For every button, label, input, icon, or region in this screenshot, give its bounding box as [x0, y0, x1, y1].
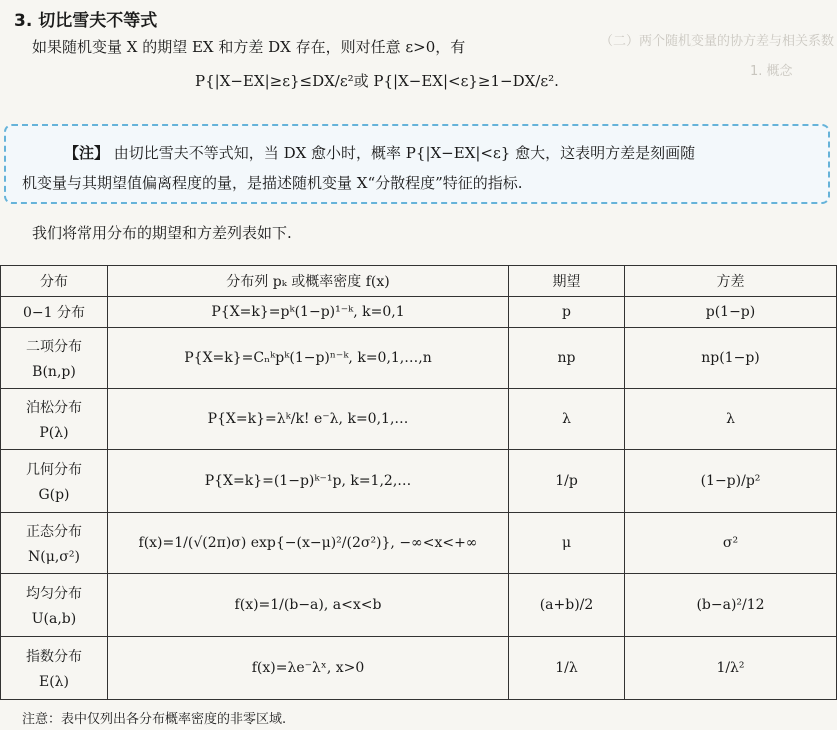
dist-name-cell	[1, 389, 108, 450]
dist-mean: (a+b)/2	[509, 574, 625, 637]
bleed-through-text: 1. 概念	[750, 64, 793, 79]
table-row	[1, 328, 837, 389]
dist-symbol: E(λ)	[38, 674, 70, 690]
table-row	[1, 513, 837, 574]
note-box	[4, 124, 830, 204]
dist-name-cell	[1, 328, 108, 389]
dist-variance: (1−p)/p²	[625, 450, 837, 513]
header-cell: 分布列 pₖ 或概率密度 f(x)	[108, 266, 509, 297]
dist-variance: σ²	[625, 513, 837, 574]
dist-name: 泊松分布	[26, 400, 82, 416]
table-row	[1, 297, 837, 328]
dist-symbol: B(n,p)	[32, 364, 76, 380]
table-header-row	[1, 266, 837, 297]
dist-variance: 1/λ²	[625, 637, 837, 700]
dist-name: 正态分布	[26, 524, 82, 540]
dist-name-cell	[1, 637, 108, 700]
dist-symbol: N(μ,σ²)	[28, 549, 80, 565]
dist-formula: P{X=k}=λᵏ/k! e⁻λ, k=0,1,…	[108, 389, 509, 450]
dist-formula: f(x)=1/(b−a), a<x<b	[108, 574, 509, 637]
dist-mean: μ	[509, 513, 625, 574]
table-row	[1, 450, 837, 513]
dist-mean: p	[509, 297, 625, 328]
table-row	[1, 637, 837, 700]
note-line-2: 机变量与其期望值偏离程度的量，是描述随机变量 X“分散程度”特征的指标.	[22, 174, 523, 192]
dist-name: 指数分布	[26, 649, 82, 665]
dist-variance: (b−a)²/12	[625, 574, 837, 637]
dist-name-cell	[1, 574, 108, 637]
chebyshev-formula: P{|X−EX|≥ε}≤DX/ε²或 P{|X−EX|<ε}≥1−DX/ε².	[195, 72, 559, 90]
dist-name: 二项分布	[26, 339, 82, 355]
dist-variance: np(1−p)	[625, 328, 837, 389]
header-cell: 方差	[625, 266, 837, 297]
dist-name-cell	[1, 450, 108, 513]
dist-formula: f(x)=λe⁻λˣ, x>0	[108, 637, 509, 700]
dist-name: 几何分布	[26, 462, 82, 478]
note-text-1: 由切比雪夫不等式知，当 DX 愈小时，概率 P{|X−EX|<ε} 愈大，这表明方差是刻画随	[113, 144, 696, 162]
dist-name: 均匀分布	[26, 586, 82, 602]
dist-variance: p(1−p)	[625, 297, 837, 328]
table-intro: 我们将常用分布的期望和方差列表如下.	[32, 224, 292, 242]
footnote: 注意：表中仅列出各分布概率密度的非零区域.	[22, 712, 287, 727]
dist-formula: P{X=k}=(1−p)ᵏ⁻¹p, k=1,2,…	[108, 450, 509, 513]
note-tag: 【注】	[64, 144, 110, 162]
table-row	[1, 389, 837, 450]
dist-mean: λ	[509, 389, 625, 450]
table-row	[1, 574, 837, 637]
dist-name-cell	[1, 513, 108, 574]
header-cell: 期望	[509, 266, 625, 297]
dist-symbol: G(p)	[38, 487, 70, 503]
dist-mean: 1/λ	[509, 637, 625, 700]
dist-formula: P{X=k}=pᵏ(1−p)¹⁻ᵏ, k=0,1	[108, 297, 509, 328]
dist-name: 0−1 分布	[1, 297, 108, 328]
dist-mean: np	[509, 328, 625, 389]
intro-paragraph: 如果随机变量 X 的期望 EX 和方差 DX 存在，则对任意 ε>0，有	[32, 38, 466, 56]
note-line-1	[64, 142, 695, 163]
distribution-table	[0, 265, 837, 700]
dist-variance: λ	[625, 389, 837, 450]
dist-mean: 1/p	[509, 450, 625, 513]
header-cell: 分布	[1, 266, 108, 297]
dist-symbol: P(λ)	[39, 425, 69, 441]
dist-formula: P{X=k}=Cₙᵏpᵏ(1−p)ⁿ⁻ᵏ, k=0,1,…,n	[108, 328, 509, 389]
bleed-through-text: （二）两个随机变量的协方差与相关系数	[600, 34, 835, 49]
section-heading: 3. 切比雪夫不等式	[14, 11, 158, 31]
dist-formula: f(x)=1/(√(2π)σ) exp{−(x−μ)²/(2σ²)}, −∞<x<+∞	[108, 513, 509, 574]
dist-symbol: U(a,b)	[31, 611, 77, 627]
